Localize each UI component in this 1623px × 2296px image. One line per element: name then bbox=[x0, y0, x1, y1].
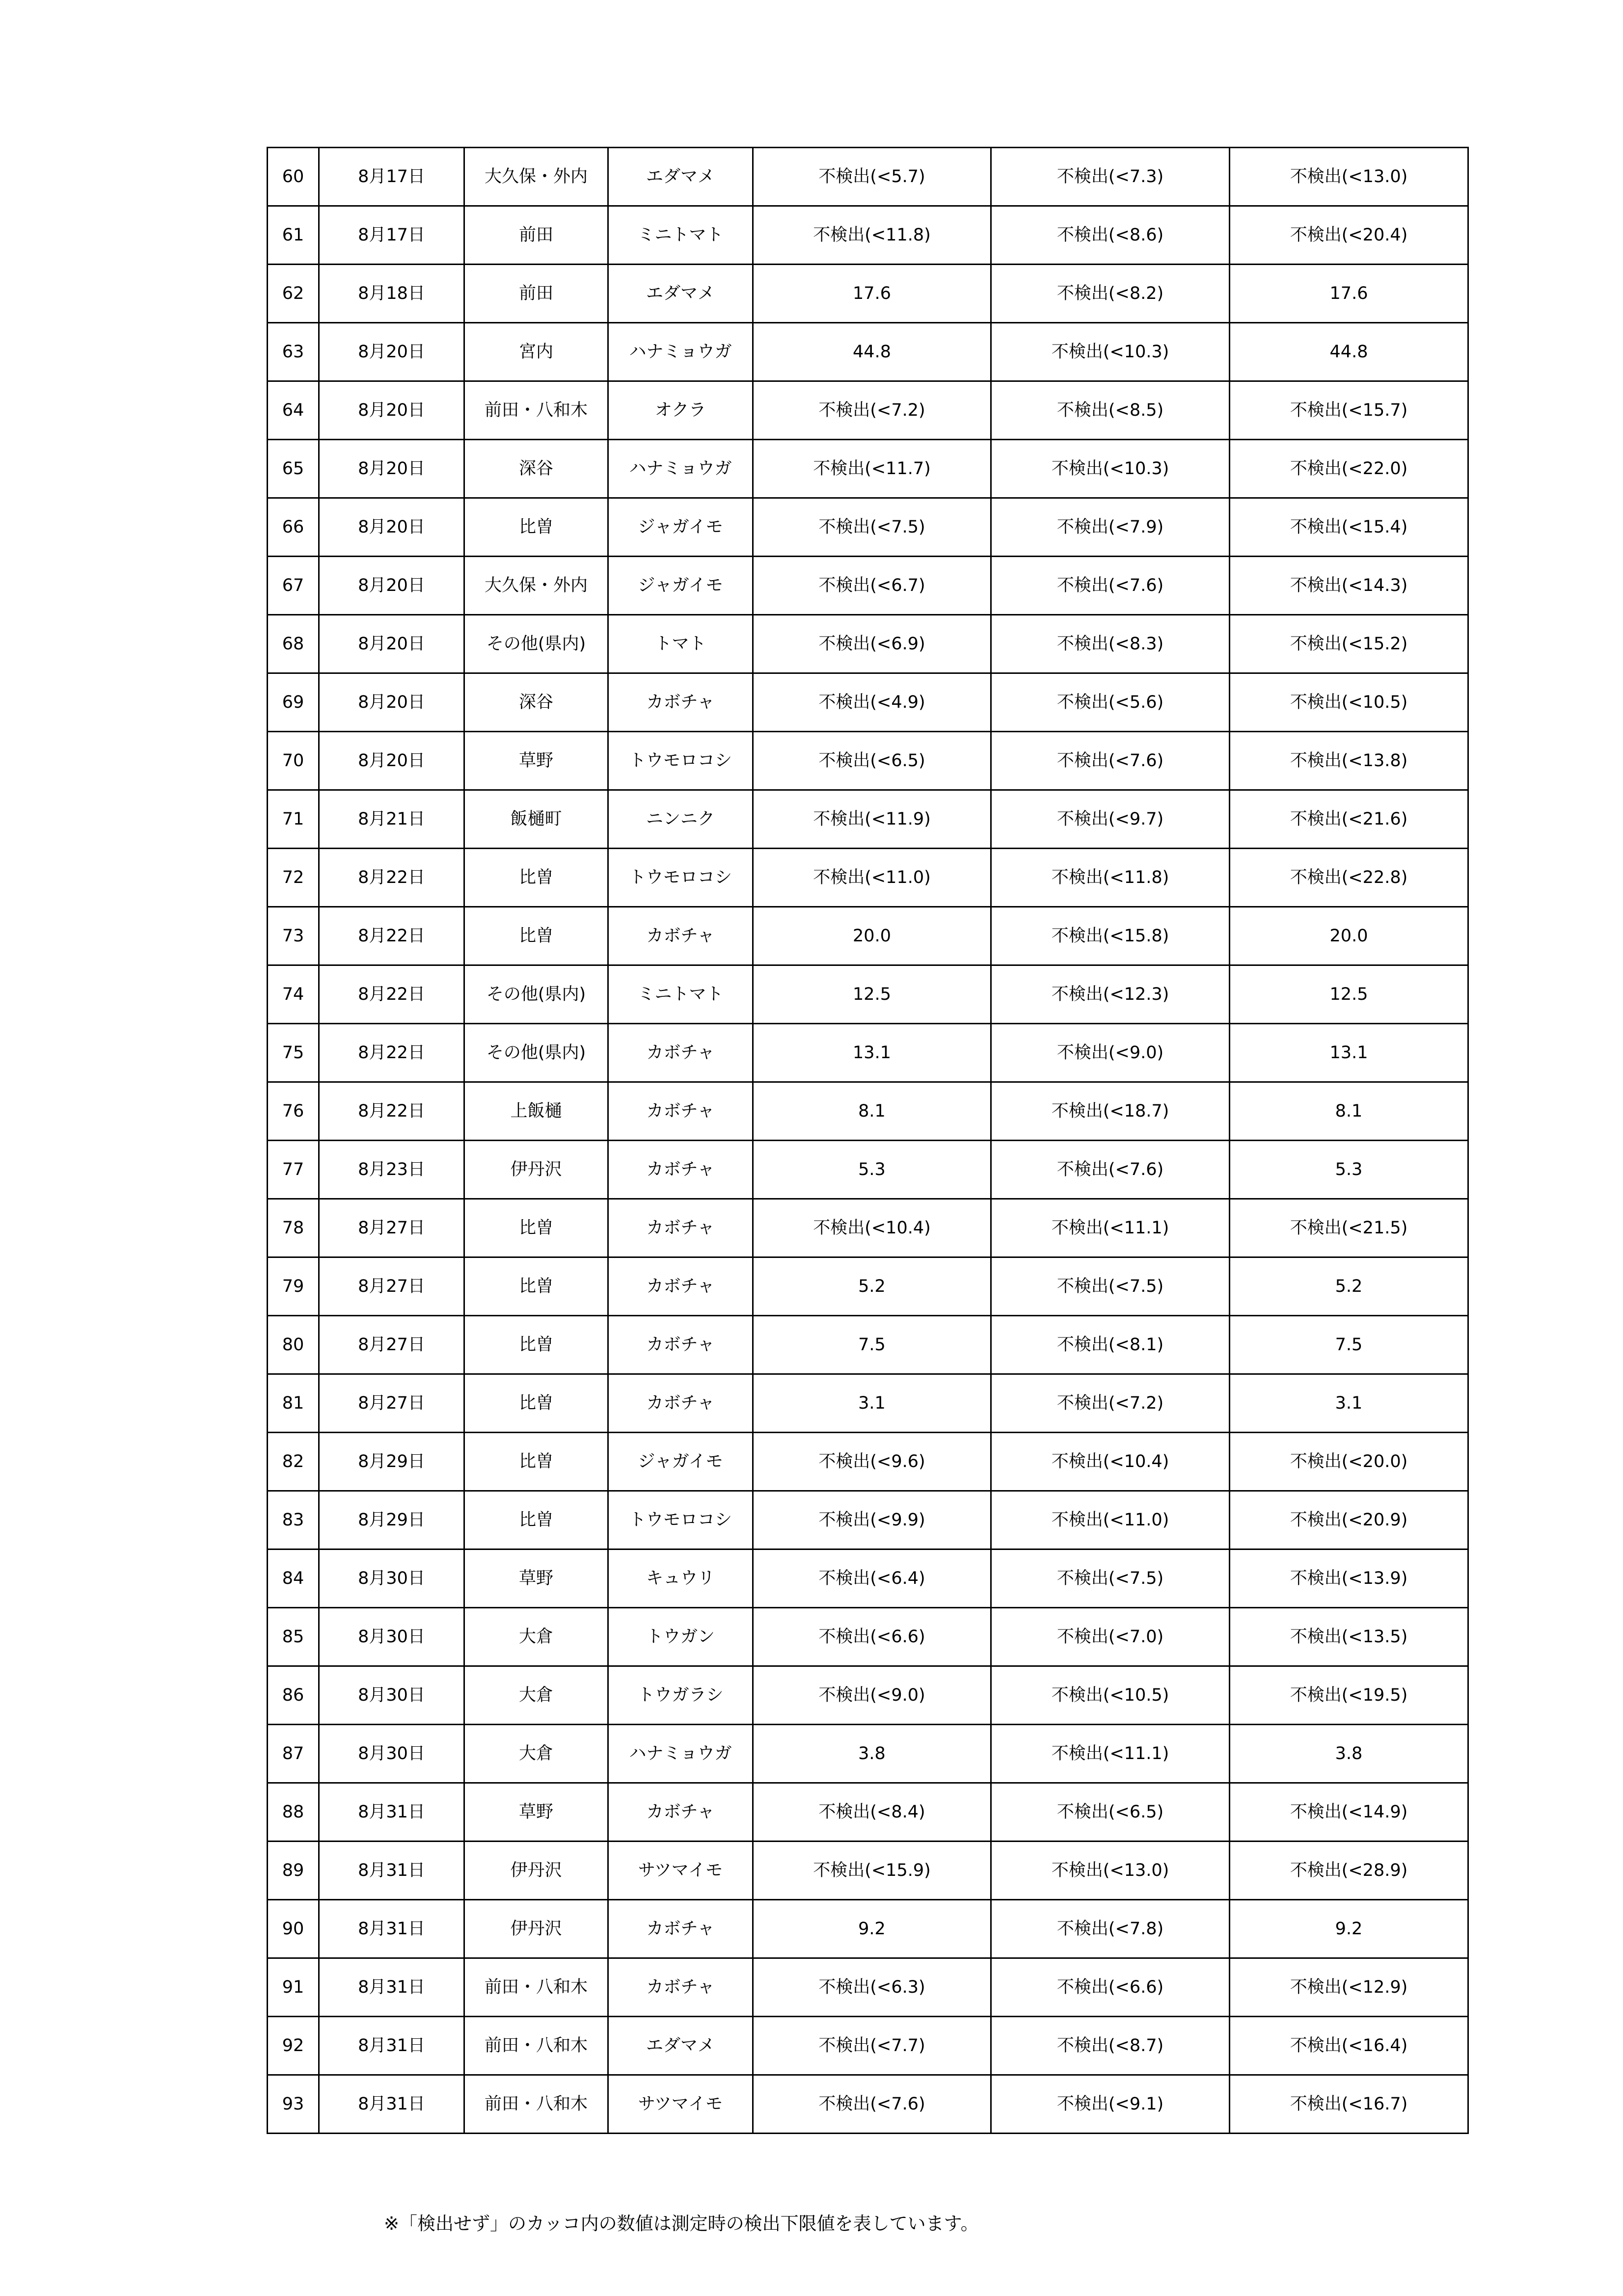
sample-no-cell: 90 bbox=[268, 1900, 319, 1958]
table-row bbox=[268, 615, 1468, 673]
table-row bbox=[268, 849, 1468, 907]
sample-no-cell: 93 bbox=[268, 2075, 319, 2134]
total-cell: 不検出(<21.6) bbox=[1230, 790, 1468, 849]
date-cell: 8月27日 bbox=[319, 1374, 464, 1433]
results-body bbox=[268, 148, 1468, 2134]
item-cell: カボチャ bbox=[608, 1958, 753, 2017]
sample-no-cell: 61 bbox=[268, 206, 319, 265]
cs137-cell: 不検出(<5.6) bbox=[991, 673, 1230, 732]
table-row bbox=[268, 440, 1468, 498]
table-row bbox=[268, 1608, 1468, 1666]
sample-no-cell: 92 bbox=[268, 2017, 319, 2075]
date-cell: 8月30日 bbox=[319, 1608, 464, 1666]
area-cell: 比曽 bbox=[464, 1257, 608, 1316]
cs134-cell: 不検出(<6.9) bbox=[753, 615, 991, 673]
cs137-cell: 不検出(<7.6) bbox=[991, 1141, 1230, 1199]
table-row bbox=[268, 1082, 1468, 1141]
table-row bbox=[268, 732, 1468, 790]
date-cell: 8月22日 bbox=[319, 849, 464, 907]
cs134-cell: 5.2 bbox=[753, 1257, 991, 1316]
cs137-cell: 不検出(<10.4) bbox=[991, 1433, 1230, 1491]
table-row bbox=[268, 1374, 1468, 1433]
total-cell: 不検出(<14.3) bbox=[1230, 557, 1468, 615]
area-cell: 前田・八和木 bbox=[464, 2075, 608, 2134]
total-cell: 不検出(<13.9) bbox=[1230, 1549, 1468, 1608]
cs134-cell: 不検出(<9.9) bbox=[753, 1491, 991, 1549]
date-cell: 8月17日 bbox=[319, 206, 464, 265]
cs137-cell: 不検出(<11.1) bbox=[991, 1725, 1230, 1783]
date-cell: 8月30日 bbox=[319, 1549, 464, 1608]
table-row bbox=[268, 1257, 1468, 1316]
table-row bbox=[268, 673, 1468, 732]
sample-no-cell: 85 bbox=[268, 1608, 319, 1666]
cs134-cell: 7.5 bbox=[753, 1316, 991, 1374]
date-cell: 8月20日 bbox=[319, 440, 464, 498]
area-cell: 前田・八和木 bbox=[464, 1958, 608, 2017]
cs137-cell: 不検出(<9.7) bbox=[991, 790, 1230, 849]
total-cell: 5.3 bbox=[1230, 1141, 1468, 1199]
item-cell: トウモロコシ bbox=[608, 1491, 753, 1549]
item-cell: ハナミョウガ bbox=[608, 1725, 753, 1783]
table-row bbox=[268, 1491, 1468, 1549]
cs134-cell: 13.1 bbox=[753, 1024, 991, 1082]
table-row bbox=[268, 1024, 1468, 1082]
cs134-cell: 3.8 bbox=[753, 1725, 991, 1783]
date-cell: 8月18日 bbox=[319, 265, 464, 323]
area-cell: 深谷 bbox=[464, 673, 608, 732]
item-cell: カボチャ bbox=[608, 1141, 753, 1199]
area-cell: 比曽 bbox=[464, 1316, 608, 1374]
total-cell: 不検出(<20.4) bbox=[1230, 206, 1468, 265]
date-cell: 8月22日 bbox=[319, 1024, 464, 1082]
sample-no-cell: 78 bbox=[268, 1199, 319, 1257]
item-cell: ミニトマト bbox=[608, 206, 753, 265]
table-row bbox=[268, 907, 1468, 965]
table-row bbox=[268, 498, 1468, 557]
sample-no-cell: 66 bbox=[268, 498, 319, 557]
table-row bbox=[268, 1958, 1468, 2017]
total-cell: 不検出(<20.9) bbox=[1230, 1491, 1468, 1549]
sample-no-cell: 84 bbox=[268, 1549, 319, 1608]
area-cell: 飯樋町 bbox=[464, 790, 608, 849]
date-cell: 8月29日 bbox=[319, 1491, 464, 1549]
area-cell: 上飯樋 bbox=[464, 1082, 608, 1141]
cs137-cell: 不検出(<11.0) bbox=[991, 1491, 1230, 1549]
cs137-cell: 不検出(<7.9) bbox=[991, 498, 1230, 557]
cs134-cell: 5.3 bbox=[753, 1141, 991, 1199]
cs134-cell: 不検出(<6.4) bbox=[753, 1549, 991, 1608]
date-cell: 8月22日 bbox=[319, 965, 464, 1024]
total-cell: 5.2 bbox=[1230, 1257, 1468, 1316]
sample-no-cell: 73 bbox=[268, 907, 319, 965]
total-cell: 3.8 bbox=[1230, 1725, 1468, 1783]
cs134-cell: 3.1 bbox=[753, 1374, 991, 1433]
sample-no-cell: 89 bbox=[268, 1842, 319, 1900]
total-cell: 不検出(<21.5) bbox=[1230, 1199, 1468, 1257]
total-cell: 不検出(<22.8) bbox=[1230, 849, 1468, 907]
table-row bbox=[268, 265, 1468, 323]
date-cell: 8月22日 bbox=[319, 907, 464, 965]
total-cell: 9.2 bbox=[1230, 1900, 1468, 1958]
date-cell: 8月20日 bbox=[319, 381, 464, 440]
date-cell: 8月20日 bbox=[319, 498, 464, 557]
area-cell: 前田・八和木 bbox=[464, 2017, 608, 2075]
cs134-cell: 不検出(<6.5) bbox=[753, 732, 991, 790]
cs137-cell: 不検出(<7.8) bbox=[991, 1900, 1230, 1958]
table-row bbox=[268, 1141, 1468, 1199]
item-cell: ハナミョウガ bbox=[608, 323, 753, 381]
table-row bbox=[268, 1199, 1468, 1257]
item-cell: カボチャ bbox=[608, 1316, 753, 1374]
total-cell: 13.1 bbox=[1230, 1024, 1468, 1082]
cs137-cell: 不検出(<15.8) bbox=[991, 907, 1230, 965]
cs134-cell: 不検出(<8.4) bbox=[753, 1783, 991, 1842]
cs134-cell: 不検出(<11.7) bbox=[753, 440, 991, 498]
date-cell: 8月23日 bbox=[319, 1141, 464, 1199]
item-cell: エダマメ bbox=[608, 265, 753, 323]
cs137-cell: 不検出(<8.2) bbox=[991, 265, 1230, 323]
results-table bbox=[267, 147, 1469, 2134]
cs134-cell: 9.2 bbox=[753, 1900, 991, 1958]
date-cell: 8月20日 bbox=[319, 732, 464, 790]
item-cell: エダマメ bbox=[608, 2017, 753, 2075]
table-row bbox=[268, 1316, 1468, 1374]
item-cell: サツマイモ bbox=[608, 1842, 753, 1900]
cs134-cell: 不検出(<15.9) bbox=[753, 1842, 991, 1900]
cs137-cell: 不検出(<8.3) bbox=[991, 615, 1230, 673]
table-row bbox=[268, 557, 1468, 615]
area-cell: 大久保・外内 bbox=[464, 148, 608, 206]
date-cell: 8月31日 bbox=[319, 1783, 464, 1842]
item-cell: カボチャ bbox=[608, 673, 753, 732]
cs137-cell: 不検出(<9.1) bbox=[991, 2075, 1230, 2134]
cs137-cell: 不検出(<7.0) bbox=[991, 1608, 1230, 1666]
date-cell: 8月27日 bbox=[319, 1199, 464, 1257]
table-row bbox=[268, 323, 1468, 381]
cs137-cell: 不検出(<6.6) bbox=[991, 1958, 1230, 2017]
sample-no-cell: 75 bbox=[268, 1024, 319, 1082]
table-row bbox=[268, 1900, 1468, 1958]
item-cell: ジャガイモ bbox=[608, 557, 753, 615]
sample-no-cell: 74 bbox=[268, 965, 319, 1024]
area-cell: 伊丹沢 bbox=[464, 1842, 608, 1900]
cs134-cell: 不検出(<6.7) bbox=[753, 557, 991, 615]
sample-no-cell: 80 bbox=[268, 1316, 319, 1374]
date-cell: 8月30日 bbox=[319, 1725, 464, 1783]
cs134-cell: 不検出(<11.8) bbox=[753, 206, 991, 265]
table-row bbox=[268, 1666, 1468, 1725]
cs134-cell: 不検出(<6.6) bbox=[753, 1608, 991, 1666]
date-cell: 8月27日 bbox=[319, 1257, 464, 1316]
total-cell: 不検出(<15.7) bbox=[1230, 381, 1468, 440]
table-row bbox=[268, 2017, 1468, 2075]
table-row bbox=[268, 381, 1468, 440]
cs137-cell: 不検出(<9.0) bbox=[991, 1024, 1230, 1082]
total-cell: 不検出(<14.9) bbox=[1230, 1783, 1468, 1842]
date-cell: 8月27日 bbox=[319, 1316, 464, 1374]
table-row bbox=[268, 790, 1468, 849]
cs137-cell: 不検出(<7.5) bbox=[991, 1257, 1230, 1316]
cs137-cell: 不検出(<6.5) bbox=[991, 1783, 1230, 1842]
area-cell: 比曽 bbox=[464, 1374, 608, 1433]
date-cell: 8月31日 bbox=[319, 1958, 464, 2017]
total-cell: 8.1 bbox=[1230, 1082, 1468, 1141]
total-cell: 不検出(<16.4) bbox=[1230, 2017, 1468, 2075]
cs134-cell: 不検出(<11.0) bbox=[753, 849, 991, 907]
date-cell: 8月20日 bbox=[319, 673, 464, 732]
item-cell: カボチャ bbox=[608, 1024, 753, 1082]
area-cell: その他(県内) bbox=[464, 615, 608, 673]
total-cell: 不検出(<10.5) bbox=[1230, 673, 1468, 732]
cs137-cell: 不検出(<10.3) bbox=[991, 323, 1230, 381]
sample-no-cell: 64 bbox=[268, 381, 319, 440]
item-cell: トウガン bbox=[608, 1608, 753, 1666]
sample-no-cell: 82 bbox=[268, 1433, 319, 1491]
sample-no-cell: 88 bbox=[268, 1783, 319, 1842]
item-cell: カボチャ bbox=[608, 1257, 753, 1316]
sample-no-cell: 69 bbox=[268, 673, 319, 732]
sample-no-cell: 72 bbox=[268, 849, 319, 907]
date-cell: 8月31日 bbox=[319, 2017, 464, 2075]
table-row bbox=[268, 1783, 1468, 1842]
area-cell: 草野 bbox=[464, 1783, 608, 1842]
date-cell: 8月31日 bbox=[319, 1900, 464, 1958]
sample-no-cell: 81 bbox=[268, 1374, 319, 1433]
date-cell: 8月21日 bbox=[319, 790, 464, 849]
cs134-cell: 不検出(<11.9) bbox=[753, 790, 991, 849]
item-cell: エダマメ bbox=[608, 148, 753, 206]
date-cell: 8月22日 bbox=[319, 1082, 464, 1141]
area-cell: 比曽 bbox=[464, 498, 608, 557]
total-cell: 不検出(<22.0) bbox=[1230, 440, 1468, 498]
cs137-cell: 不検出(<10.3) bbox=[991, 440, 1230, 498]
date-cell: 8月31日 bbox=[319, 1842, 464, 1900]
date-cell: 8月30日 bbox=[319, 1666, 464, 1725]
sample-no-cell: 68 bbox=[268, 615, 319, 673]
total-cell: 不検出(<13.0) bbox=[1230, 148, 1468, 206]
cs134-cell: 8.1 bbox=[753, 1082, 991, 1141]
total-cell: 不検出(<16.7) bbox=[1230, 2075, 1468, 2134]
cs134-cell: 不検出(<10.4) bbox=[753, 1199, 991, 1257]
area-cell: 前田 bbox=[464, 265, 608, 323]
area-cell: その他(県内) bbox=[464, 1024, 608, 1082]
cs134-cell: 不検出(<7.5) bbox=[753, 498, 991, 557]
area-cell: 前田・八和木 bbox=[464, 381, 608, 440]
table-row bbox=[268, 1549, 1468, 1608]
table-row bbox=[268, 1725, 1468, 1783]
cs134-cell: 12.5 bbox=[753, 965, 991, 1024]
item-cell: カボチャ bbox=[608, 1374, 753, 1433]
cs134-cell: 20.0 bbox=[753, 907, 991, 965]
date-cell: 8月29日 bbox=[319, 1433, 464, 1491]
table-row bbox=[268, 2075, 1468, 2134]
table-row bbox=[268, 206, 1468, 265]
sample-no-cell: 60 bbox=[268, 148, 319, 206]
item-cell: カボチャ bbox=[608, 1199, 753, 1257]
total-cell: 7.5 bbox=[1230, 1316, 1468, 1374]
total-cell: 不検出(<20.0) bbox=[1230, 1433, 1468, 1491]
total-cell: 12.5 bbox=[1230, 965, 1468, 1024]
cs137-cell: 不検出(<13.0) bbox=[991, 1842, 1230, 1900]
cs134-cell: 不検出(<4.9) bbox=[753, 673, 991, 732]
cs137-cell: 不検出(<12.3) bbox=[991, 965, 1230, 1024]
item-cell: ジャガイモ bbox=[608, 1433, 753, 1491]
area-cell: 深谷 bbox=[464, 440, 608, 498]
cs134-cell: 不検出(<7.6) bbox=[753, 2075, 991, 2134]
cs137-cell: 不検出(<10.5) bbox=[991, 1666, 1230, 1725]
cs137-cell: 不検出(<18.7) bbox=[991, 1082, 1230, 1141]
total-cell: 20.0 bbox=[1230, 907, 1468, 965]
item-cell: トウモロコシ bbox=[608, 732, 753, 790]
table-row bbox=[268, 148, 1468, 206]
cs137-cell: 不検出(<11.1) bbox=[991, 1199, 1230, 1257]
cs134-cell: 不検出(<9.6) bbox=[753, 1433, 991, 1491]
cs137-cell: 不検出(<7.6) bbox=[991, 557, 1230, 615]
sample-no-cell: 67 bbox=[268, 557, 319, 615]
cs137-cell: 不検出(<8.6) bbox=[991, 206, 1230, 265]
date-cell: 8月20日 bbox=[319, 323, 464, 381]
area-cell: 大倉 bbox=[464, 1666, 608, 1725]
cs137-cell: 不検出(<11.8) bbox=[991, 849, 1230, 907]
item-cell: トウガラシ bbox=[608, 1666, 753, 1725]
cs137-cell: 不検出(<7.5) bbox=[991, 1549, 1230, 1608]
area-cell: 大倉 bbox=[464, 1725, 608, 1783]
sample-no-cell: 76 bbox=[268, 1082, 319, 1141]
sample-no-cell: 77 bbox=[268, 1141, 319, 1199]
item-cell: ニンニク bbox=[608, 790, 753, 849]
item-cell: トウモロコシ bbox=[608, 849, 753, 907]
sample-no-cell: 70 bbox=[268, 732, 319, 790]
area-cell: 前田 bbox=[464, 206, 608, 265]
area-cell: 大久保・外内 bbox=[464, 557, 608, 615]
cs134-cell: 不検出(<9.0) bbox=[753, 1666, 991, 1725]
item-cell: ミニトマト bbox=[608, 965, 753, 1024]
total-cell: 不検出(<15.4) bbox=[1230, 498, 1468, 557]
area-cell: 草野 bbox=[464, 1549, 608, 1608]
cs137-cell: 不検出(<8.1) bbox=[991, 1316, 1230, 1374]
cs137-cell: 不検出(<7.3) bbox=[991, 148, 1230, 206]
area-cell: 比曽 bbox=[464, 1199, 608, 1257]
footnote: ※「検出せず」のカッコ内の数値は測定時の検出下限値を表しています。 bbox=[384, 2213, 979, 2234]
item-cell: カボチャ bbox=[608, 1900, 753, 1958]
sample-no-cell: 62 bbox=[268, 265, 319, 323]
total-cell: 不検出(<12.9) bbox=[1230, 1958, 1468, 2017]
item-cell: ジャガイモ bbox=[608, 498, 753, 557]
area-cell: 比曽 bbox=[464, 1433, 608, 1491]
table-row bbox=[268, 965, 1468, 1024]
item-cell: キュウリ bbox=[608, 1549, 753, 1608]
item-cell: カボチャ bbox=[608, 1783, 753, 1842]
sample-no-cell: 86 bbox=[268, 1666, 319, 1725]
cs137-cell: 不検出(<7.2) bbox=[991, 1374, 1230, 1433]
cs134-cell: 44.8 bbox=[753, 323, 991, 381]
total-cell: 3.1 bbox=[1230, 1374, 1468, 1433]
total-cell: 44.8 bbox=[1230, 323, 1468, 381]
date-cell: 8月31日 bbox=[319, 2075, 464, 2134]
sample-no-cell: 63 bbox=[268, 323, 319, 381]
area-cell: 比曽 bbox=[464, 1491, 608, 1549]
item-cell: ハナミョウガ bbox=[608, 440, 753, 498]
total-cell: 不検出(<13.8) bbox=[1230, 732, 1468, 790]
item-cell: オクラ bbox=[608, 381, 753, 440]
cs134-cell: 不検出(<6.3) bbox=[753, 1958, 991, 2017]
item-cell: カボチャ bbox=[608, 1082, 753, 1141]
cs137-cell: 不検出(<7.6) bbox=[991, 732, 1230, 790]
cs137-cell: 不検出(<8.7) bbox=[991, 2017, 1230, 2075]
sample-no-cell: 79 bbox=[268, 1257, 319, 1316]
area-cell: 宮内 bbox=[464, 323, 608, 381]
sample-no-cell: 71 bbox=[268, 790, 319, 849]
cs134-cell: 17.6 bbox=[753, 265, 991, 323]
area-cell: 大倉 bbox=[464, 1608, 608, 1666]
area-cell: その他(県内) bbox=[464, 965, 608, 1024]
total-cell: 不検出(<13.5) bbox=[1230, 1608, 1468, 1666]
date-cell: 8月20日 bbox=[319, 557, 464, 615]
sample-no-cell: 65 bbox=[268, 440, 319, 498]
cs134-cell: 不検出(<7.7) bbox=[753, 2017, 991, 2075]
cs137-cell: 不検出(<8.5) bbox=[991, 381, 1230, 440]
sample-no-cell: 87 bbox=[268, 1725, 319, 1783]
area-cell: 伊丹沢 bbox=[464, 1141, 608, 1199]
sample-no-cell: 91 bbox=[268, 1958, 319, 2017]
total-cell: 17.6 bbox=[1230, 265, 1468, 323]
total-cell: 不検出(<15.2) bbox=[1230, 615, 1468, 673]
cs134-cell: 不検出(<5.7) bbox=[753, 148, 991, 206]
total-cell: 不検出(<19.5) bbox=[1230, 1666, 1468, 1725]
area-cell: 草野 bbox=[464, 732, 608, 790]
area-cell: 伊丹沢 bbox=[464, 1900, 608, 1958]
total-cell: 不検出(<28.9) bbox=[1230, 1842, 1468, 1900]
date-cell: 8月20日 bbox=[319, 615, 464, 673]
table-row bbox=[268, 1433, 1468, 1491]
area-cell: 比曽 bbox=[464, 907, 608, 965]
area-cell: 比曽 bbox=[464, 849, 608, 907]
date-cell: 8月17日 bbox=[319, 148, 464, 206]
table-row bbox=[268, 1842, 1468, 1900]
cs134-cell: 不検出(<7.2) bbox=[753, 381, 991, 440]
item-cell: トマト bbox=[608, 615, 753, 673]
sample-no-cell: 83 bbox=[268, 1491, 319, 1549]
item-cell: カボチャ bbox=[608, 907, 753, 965]
item-cell: サツマイモ bbox=[608, 2075, 753, 2134]
